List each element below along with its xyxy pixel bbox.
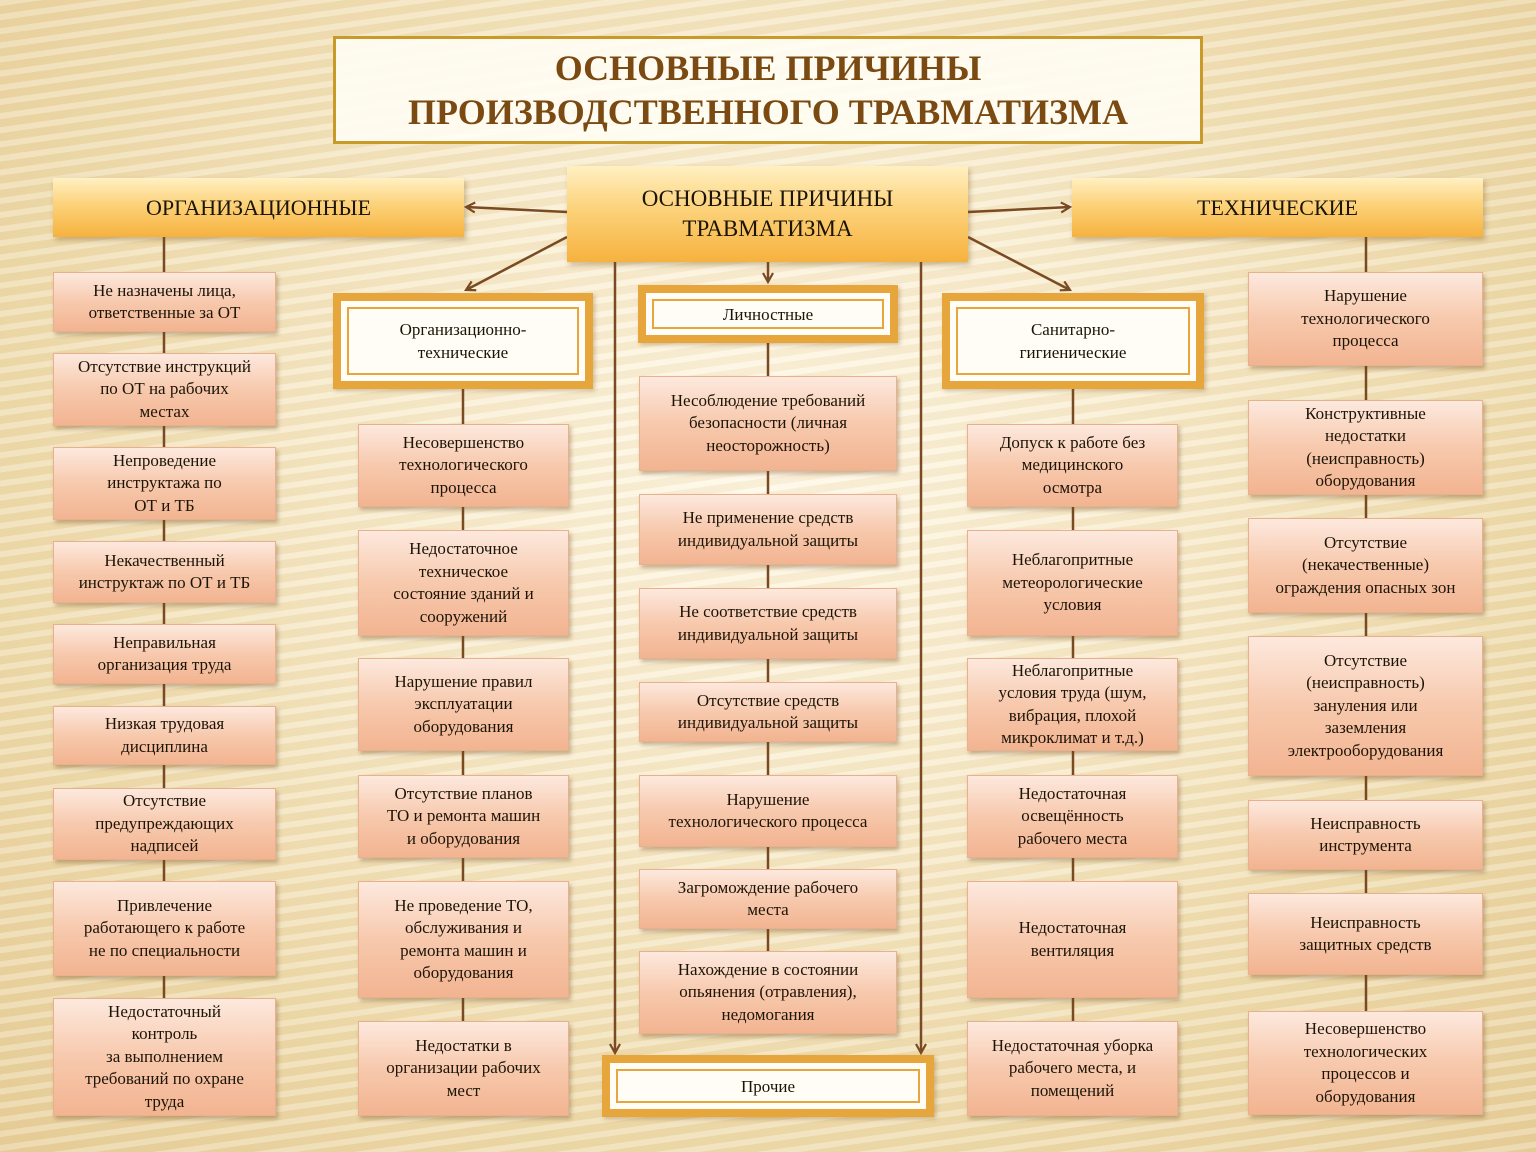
cause-box-organizational-5: Неправильная организация труда: [53, 624, 276, 684]
cause-box-org-technical-6: Недостатки в организации рабочих мест: [358, 1021, 569, 1116]
category-sanitary: [942, 293, 1204, 389]
cause-box-technical-7: Несовершенство технологических процессов и оборудования: [1248, 1011, 1483, 1115]
category-organizational: ОРГАНИЗАЦИОННЫЕ: [53, 178, 464, 237]
cause-box-organizational-9: Недостаточный контроль за выполнением требований по охране труда: [53, 998, 276, 1116]
page-title: [333, 36, 1203, 144]
center-line2: ТРАВМАТИЗМА: [682, 216, 853, 241]
cause-box-personal-2: Не применение средств индивидуальной защиты: [639, 494, 897, 565]
title-line1: ОСНОВНЫЕ ПРИЧИНЫ: [554, 48, 982, 88]
cause-box-org-technical-4: Отсутствие планов ТО и ремонта машин и оборудования: [358, 775, 569, 858]
cause-box-technical-3: Отсутствие (некачественные) ограждения опасных зон: [1248, 518, 1483, 613]
cause-box-personal-7: Нахождение в состоянии опьянения (отравления), недомогания: [639, 951, 897, 1034]
cause-box-personal-5: Нарушение технологического процесса: [639, 775, 897, 847]
cause-box-org-technical-5: Не проведение ТО, обслуживания и ремонта машин и оборудования: [358, 881, 569, 998]
cause-box-org-technical-1: Несовершенство технологического процесса: [358, 424, 569, 507]
cause-box-organizational-3: Непроведение инструктажа по ОТ и ТБ: [53, 447, 276, 520]
category-personal-label: Личностные: [652, 299, 884, 329]
cause-box-organizational-8: Привлечение работающего к работе не по специальности: [53, 881, 276, 976]
arrow-to-org-technical: [466, 237, 567, 290]
cause-box-technical-2: Конструктивные недостатки (неисправность) оборудования: [1248, 400, 1483, 495]
cause-box-organizational-1: Не назначены лица, ответственные за ОТ: [53, 272, 276, 332]
cause-box-technical-4: Отсутствие (неисправность) зануления или заземления электрооборудования: [1248, 636, 1483, 776]
cause-box-technical-6: Неисправность защитных средств: [1248, 893, 1483, 975]
category-sanitary-label: Санитарно- гигиенические: [956, 307, 1190, 375]
category-other-label: Прочие: [616, 1069, 920, 1103]
category-other: [602, 1055, 934, 1117]
cause-box-organizational-2: Отсутствие инструкций по ОТ на рабочих местах: [53, 353, 276, 426]
arrow-to-technical: [968, 207, 1070, 212]
category-personal: [638, 285, 898, 343]
cause-box-organizational-7: Отсутствие предупреждающих надписей: [53, 788, 276, 860]
cause-box-org-technical-2: Недостаточное техническое состояние зданий и сооружений: [358, 530, 569, 636]
cause-box-sanitary-2: Неблагопритные метеорологические условия: [967, 530, 1178, 636]
cause-box-personal-1: Несоблюдение требований безопасности (личная неосторожность): [639, 376, 897, 471]
cause-box-sanitary-6: Недостаточная уборка рабочего места, и помещений: [967, 1021, 1178, 1116]
cause-box-sanitary-3: Неблагопритные условия труда (шум, вибрация, плохой микроклимат и т.д.): [967, 658, 1178, 751]
cause-box-personal-3: Не соответствие средств индивидуальной защиты: [639, 588, 897, 659]
cause-box-org-technical-3: Нарушение правил эксплуатации оборудования: [358, 658, 569, 751]
cause-box-technical-1: Нарушение технологического процесса: [1248, 272, 1483, 366]
category-org-technical-label: Организационно- технические: [347, 307, 579, 375]
category-technical: ТЕХНИЧЕСКИЕ: [1072, 178, 1483, 237]
cause-box-sanitary-5: Недостаточная вентиляция: [967, 881, 1178, 998]
cause-box-sanitary-1: Допуск к работе без медицинского осмотра: [967, 424, 1178, 507]
cause-box-organizational-4: Некачественный инструктаж по ОТ и ТБ: [53, 541, 276, 603]
center-node: [567, 166, 968, 262]
center-line1: ОСНОВНЫЕ ПРИЧИНЫ: [641, 186, 894, 211]
cause-box-personal-4: Отсутствие средств индивидуальной защиты: [639, 682, 897, 742]
cause-box-organizational-6: Низкая трудовая дисциплина: [53, 706, 276, 765]
category-org-technical: [333, 293, 593, 389]
cause-box-sanitary-4: Недостаточная освещённость рабочего места: [967, 775, 1178, 858]
arrow-to-organizational: [466, 207, 567, 212]
arrow-to-sanitary: [968, 237, 1070, 290]
title-line2: ПРОИЗВОДСТВЕННОГО ТРАВМАТИЗМА: [407, 92, 1129, 132]
cause-box-technical-5: Неисправность инструмента: [1248, 800, 1483, 870]
cause-box-personal-6: Загромождение рабочего места: [639, 869, 897, 929]
